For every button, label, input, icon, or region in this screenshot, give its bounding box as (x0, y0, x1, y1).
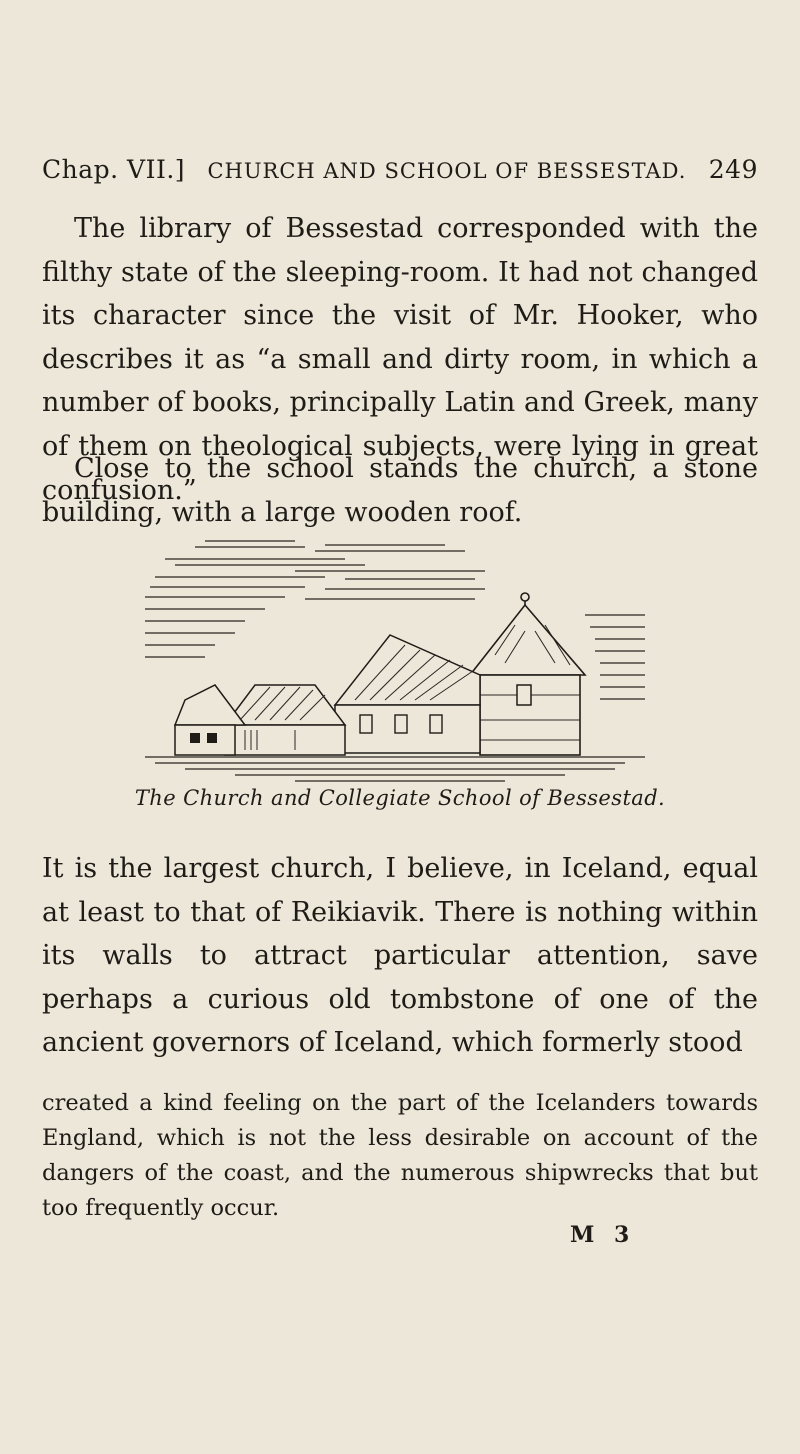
footnote-text: created a kind feeling on the part of the Icelanders towards England, which is not the less desirable on account of the dangers of the coast, and the numerous shipwrecks that but too frequently occur. (42, 1090, 758, 1221)
figure-caption: The Church and Collegiate School of Bessestad. (134, 786, 666, 810)
page-number: 249 (708, 155, 758, 184)
paragraph-church-intro: Close to the school stands the church, a stone building, with a large wooden roof. (42, 453, 758, 528)
paragraph-largest-church: It is the largest church, I believe, in Iceland, equal at least to that of Reikiavik. There is nothing within its walls to attract particular attention, save perhaps a curious old tombstone of one of the ancient governors of Iceland, which formerly stood (42, 853, 758, 1059)
paragraph-library: The library of Bessestad corresponded with the filthy state of the sleeping-room. It had not changed its character since the visit of Mr. Hooker, who describes it as “a small and dirty room, in which a number of books, principally Latin and Greek, many of them on theological subjects, were lying in great confusion.” (42, 213, 758, 506)
chapter-label: Chap. VII.] (42, 155, 186, 184)
church-engraving (145, 535, 645, 783)
signature-mark: M 3 (570, 1222, 636, 1248)
running-head (42, 155, 758, 184)
running-title: CHURCH AND SCHOOL OF BESSESTAD. (207, 159, 687, 183)
